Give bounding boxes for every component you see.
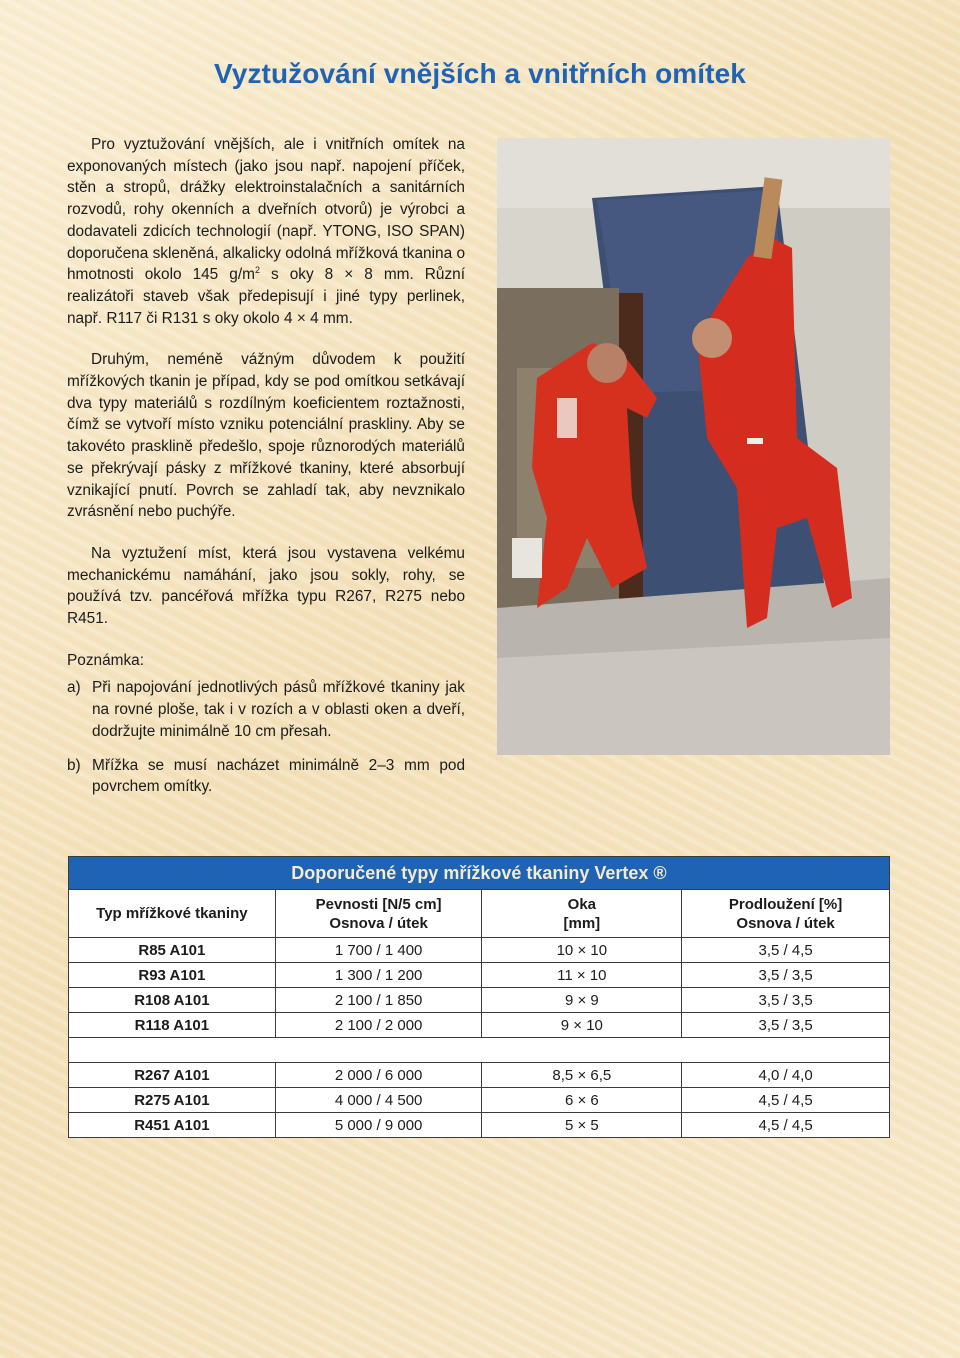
cell-type: R108 A101 — [69, 988, 276, 1013]
table-spacer-row — [69, 1038, 890, 1063]
header-elong-1: Prodloužení [%] — [728, 895, 843, 913]
cell-strength: 1 300 / 1 200 — [275, 963, 482, 988]
reason-paragraph: Druhým, neméně vážným důvodem k použití mřížkových tkanin je případ, kdy se pod omítkou setkávají dva typy materiálů s rozdílným koeficientem roztažnosti, čímž se vytvoří místo vzniku potenciální praskliny. Aby se takovéto prasklině předešlo, spoje různorodých materiálů se překrývají pásky z mřížkové tkaniny, které absorbují vznikající pnutí. Povrch se zahladí tak, aby nevznikalo zvrásnění nebo puchýře. — [67, 351, 465, 521]
cell-elongation: 3,5 / 3,5 — [682, 963, 890, 988]
header-type: Typ mřížkové tkaniny — [69, 890, 276, 938]
header-strength-1: Pevnosti [N/5 cm] — [315, 895, 442, 913]
cell-mesh: 6 × 6 — [482, 1088, 682, 1113]
header-strength — [275, 890, 482, 938]
page-title: Vyztužování vnějších a vnitřních omítek — [214, 58, 746, 89]
cell-mesh: 10 × 10 — [482, 938, 682, 963]
note-label: Poznámka: — [67, 651, 144, 669]
note-item — [67, 677, 465, 742]
cell-elongation: 3,5 / 3,5 — [682, 1013, 890, 1038]
header-elongation — [682, 890, 890, 938]
note-marker: a) — [67, 679, 81, 697]
cell-type: R93 A101 — [69, 963, 276, 988]
table-row — [69, 1088, 890, 1113]
cell-elongation: 4,0 / 4,0 — [682, 1063, 890, 1088]
cell-elongation: 4,5 / 4,5 — [682, 1088, 890, 1113]
superscript: 2 — [254, 265, 260, 276]
cell-mesh: 9 × 9 — [482, 988, 682, 1013]
intro-text-b: s oky 8 × 8 mm. Různí realizátoři staveb však předepisují i jiné typy perlinek, např. R117 či R131 s oky okolo 4 × 4 mm. — [67, 266, 465, 327]
cell-mesh: 11 × 10 — [482, 963, 682, 988]
header-mesh-1: Oka — [567, 895, 597, 913]
note-text: Při napojování jednotlivých pásů mřížkové tkaniny jak na rovné ploše, tak i v rozích a v oblasti oken a dveří, dodržujte minimálně 10 cm přesah. — [92, 679, 465, 740]
mesh-table — [68, 856, 890, 1138]
header-elong-2: Osnova / útek — [736, 914, 835, 932]
table-row — [69, 1013, 890, 1038]
cell-mesh: 5 × 5 — [482, 1113, 682, 1138]
table-row — [69, 938, 890, 963]
workers-photo — [497, 138, 890, 755]
cell-strength: 5 000 / 9 000 — [275, 1113, 482, 1138]
cell-strength: 2 000 / 6 000 — [275, 1063, 482, 1088]
text-column — [67, 134, 465, 810]
cell-elongation: 4,5 / 4,5 — [682, 1113, 890, 1138]
cell-type: R85 A101 — [69, 938, 276, 963]
header-mesh — [482, 890, 682, 938]
cell-strength: 2 100 / 2 000 — [275, 1013, 482, 1038]
cell-type: R118 A101 — [69, 1013, 276, 1038]
table-row — [69, 1063, 890, 1088]
spacer-cell — [69, 1038, 890, 1063]
cell-elongation: 3,5 / 4,5 — [682, 938, 890, 963]
table-row — [69, 963, 890, 988]
table-caption: Doporučené typy mřížkové tkaniny Vertex ® — [69, 857, 890, 890]
note-text: Mřížka se musí nacházet minimálně 2–3 mm pod povrchem omítky. — [92, 756, 465, 796]
cell-strength: 2 100 / 1 850 — [275, 988, 482, 1013]
cell-type: R451 A101 — [69, 1113, 276, 1138]
intro-text-a: Pro vyztužování vnějších, ale i vnitřních omítek na exponovaných místech (jako jsou např. napojení příček, stěn a stropů, drážky elektroinstalačních a sanitárních rozvodů, rohy okenních a dveřních otvorů) je výrobci a dodavateli zdicích technologií (např. YTONG, ISO SPAN) doporučena skleněná, alkalicky odolná mřížková tkanina o hmotnosti okolo 145 g/m — [67, 136, 465, 284]
cell-type: R275 A101 — [69, 1088, 276, 1113]
header-mesh-2: [mm] — [563, 914, 601, 932]
cell-mesh: 8,5 × 6,5 — [482, 1063, 682, 1088]
intro-paragraph — [67, 134, 465, 329]
armor-paragraph: Na vyztužení míst, která jsou vystavena velkému mechanickému namáhání, jako jsou sokly, rohy, se používá tzv. pancéřová mřížka typu R267, R275 nebo R451. — [67, 544, 465, 628]
table-row — [69, 988, 890, 1013]
table-row — [69, 1113, 890, 1138]
cell-mesh: 9 × 10 — [482, 1013, 682, 1038]
note-marker: b) — [67, 756, 81, 774]
note-item — [67, 755, 465, 798]
cell-strength: 1 700 / 1 400 — [275, 938, 482, 963]
cell-strength: 4 000 / 4 500 — [275, 1088, 482, 1113]
header-strength-2: Osnova / útek — [329, 914, 428, 932]
cell-elongation: 3,5 / 3,5 — [682, 988, 890, 1013]
cell-type: R267 A101 — [69, 1063, 276, 1088]
